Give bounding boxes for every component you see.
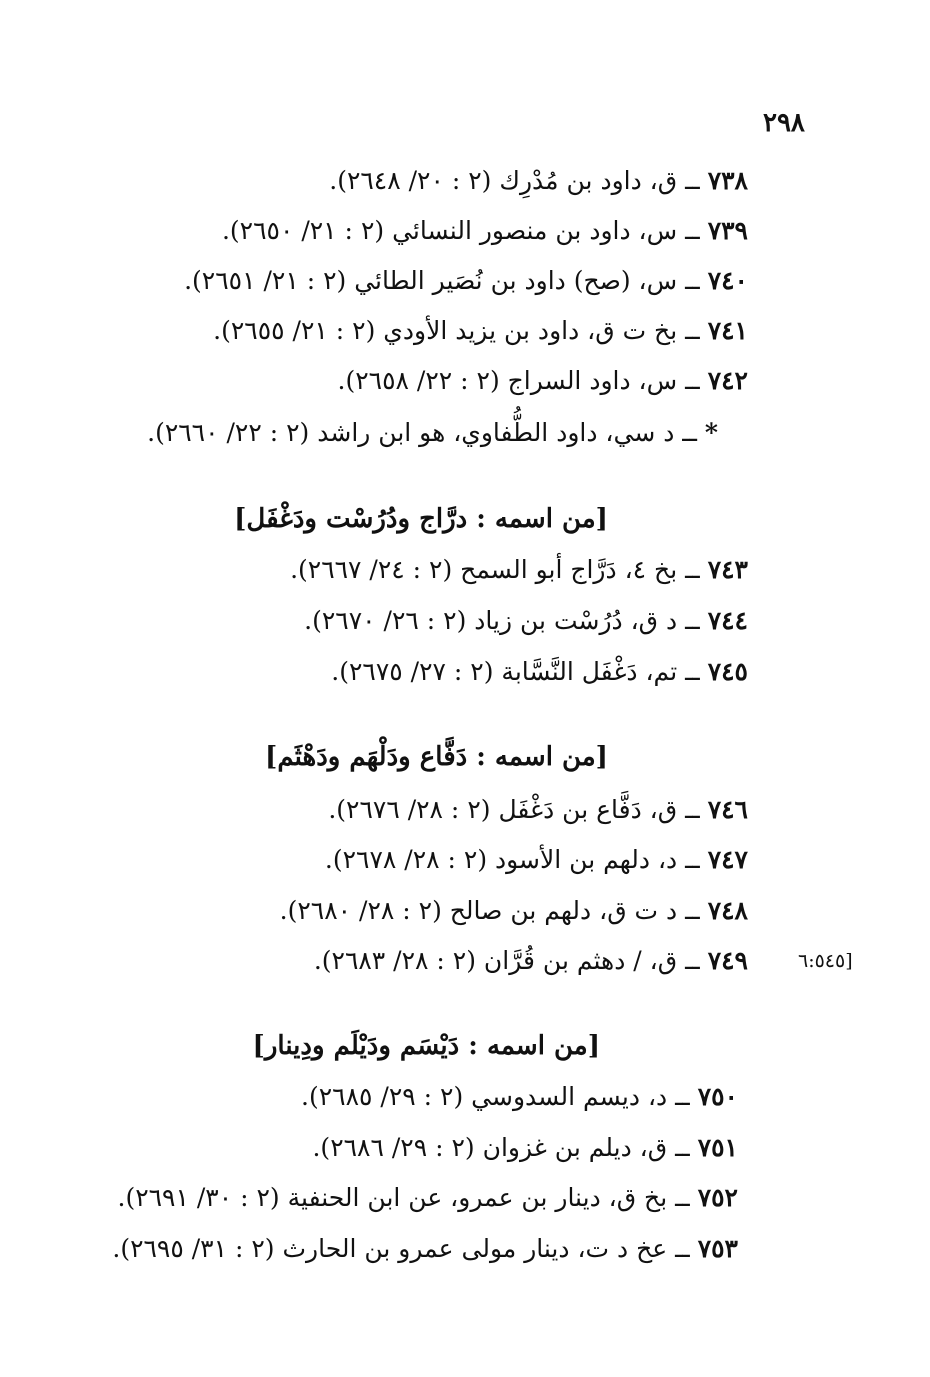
entry-number: ٧٤٠ <box>707 266 748 295</box>
entry-number: ٧٤٣ <box>707 555 748 584</box>
entry-number: ٧٥٠ <box>697 1082 738 1111</box>
entry-number: ٧٤٨ <box>707 896 748 925</box>
entry-line <box>280 894 748 928</box>
entry-line <box>338 364 748 398</box>
entry-text: ــ س، داود السراج (٢ : ٢٢/ ٢٦٥٨). <box>337 366 700 395</box>
entry-text: ــ د ت ق، دلهم بن صالح (٢ : ٢٨/ ٢٦٨٠). <box>279 896 700 925</box>
section-heading: [من اسمه : دَفَّاع ودَلْهَم ودَهْثَم] <box>265 742 608 772</box>
entry-text: ــ ق، داود بن مُدْرِك (٢ : ٢٠/ ٢٦٤٨). <box>329 166 700 195</box>
entry-text: ــ تم، دَغْفَل النَّسَّابة (٢ : ٢٧/ ٢٦٧٥). <box>331 657 700 686</box>
entry-text: ــ بخ ت ق، داود بن يزيد الأودي (٢ : ٢١/ ٢٦٥٥). <box>213 316 700 345</box>
entry-line <box>325 843 748 877</box>
entry-text: ــ س، (صح) داود بن نُصَير الطائي (٢ : ٢١/ ٢٦٥١). <box>184 266 700 295</box>
entry-text: ــ ق، / دهثم بن قُرَّان (٢ : ٢٨/ ٢٦٨٣). <box>313 946 700 975</box>
page-number: ٢٩٨ <box>763 108 805 138</box>
section-heading: [من اسمه : درَّاج ودُرُسْت ودَغْفَل] <box>234 504 608 534</box>
entry-line <box>301 1080 738 1114</box>
entry-number: ٧٣٩ <box>707 216 748 245</box>
entry-number: * <box>704 418 718 447</box>
entry-text: ــ د سي، داود الطُّفاوي، هو ابن راشد (٢ : ٢٢/ ٢٦٦٠). <box>147 418 697 447</box>
entry-line <box>118 1181 739 1215</box>
entry-line <box>147 416 718 450</box>
entry-text: ــ ق، ديلم بن غزوان (٢ : ٢٩/ ٢٦٨٦). <box>312 1133 690 1162</box>
entry-number: ٧٤٦ <box>707 795 748 824</box>
entry-text: ــ بخ ٤، دَرَّاج أبو السمح (٢ : ٢٤/ ٢٦٦٧). <box>290 555 700 584</box>
entry-line <box>184 264 748 298</box>
entry-text: ــ بخ ق، دينار بن عمرو، عن ابن الحنفية (٢ : ٣٠/ ٢٦٩١). <box>117 1183 690 1212</box>
entry-text: ــ د، ديسم السدوسي (٢ : ٢٩/ ٢٦٨٥). <box>301 1082 690 1111</box>
entry-number: ٧٤١ <box>707 316 748 345</box>
section-heading: [من اسمه : دَيْسَم ودَيْلَم ودِينار] <box>252 1031 600 1061</box>
entry-number: ٧٥١ <box>697 1133 738 1162</box>
entry-number: ٧٤٥ <box>707 657 748 686</box>
entry-line <box>213 314 748 348</box>
entry-line <box>328 793 748 827</box>
entry-line <box>329 164 748 198</box>
entry-text: ــ د ق، دُرُسْت بن زياد (٢ : ٢٦/ ٢٦٧٠). <box>304 606 700 635</box>
entry-number: ٧٤٢ <box>707 366 748 395</box>
entry-text: ــ س، داود بن منصور النسائي (٢ : ٢١/ ٢٦٥٠). <box>221 216 700 245</box>
entry-line <box>290 553 748 587</box>
entry-number: ٧٤٩ <box>707 946 748 975</box>
entry-text: ــ ق، دَفَّاع بن دَغْفَل (٢ : ٢٨/ ٢٦٧٦). <box>328 795 700 824</box>
entry-line <box>331 655 748 689</box>
entry-number: ٧٤٤ <box>707 606 748 635</box>
entry-line <box>312 1131 738 1165</box>
entry-line <box>314 944 748 978</box>
entry-number: ٧٥٣ <box>697 1234 738 1263</box>
entry-text: ــ عخ د ت، دينار مولى عمرو بن الحارث (٢ : ٣١/ ٢٦٩٥). <box>112 1234 690 1263</box>
entry-number: ٧٥٢ <box>697 1183 738 1212</box>
entry-line <box>112 1232 738 1266</box>
entry-number: ٧٤٧ <box>707 845 748 874</box>
entry-line <box>304 604 748 638</box>
entry-text: ــ د، دلهم بن الأسود (٢ : ٢٨/ ٢٦٧٨). <box>324 845 700 874</box>
margin-reference: [٦:٥٤٥ <box>798 950 853 972</box>
entry-line <box>222 214 748 248</box>
entry-number: ٧٣٨ <box>707 166 748 195</box>
